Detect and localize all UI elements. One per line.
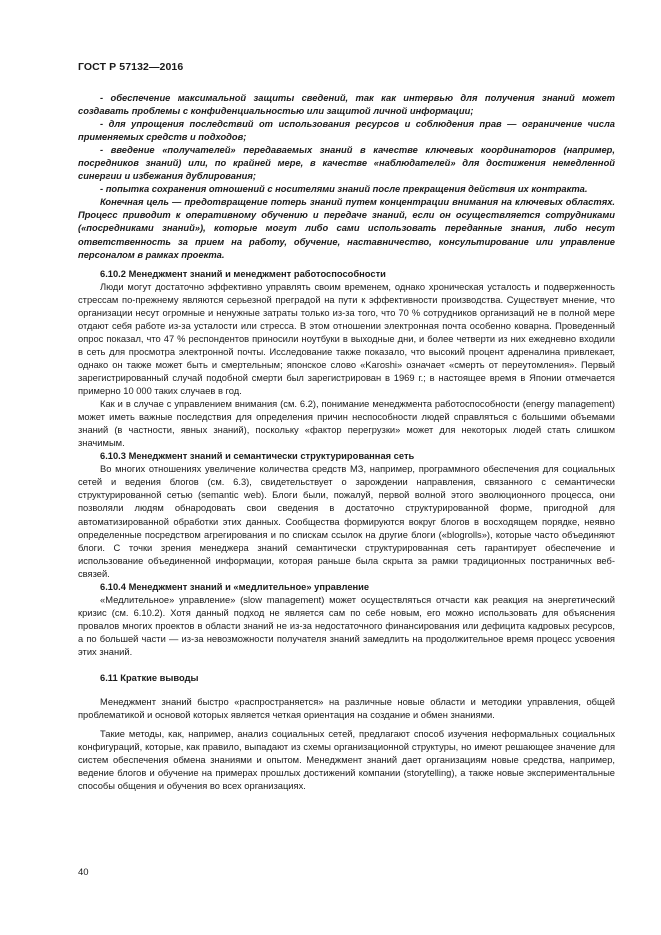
paragraph: Во многих отношениях увеличение количества средств МЗ, например, программного обеспечения для социальных сетей и ведения блогов (см. 6.3), свидетельствует о зарождении направления, связанного с семантически структурированной сетью (semantic web). Блоги были, пожалуй, первой волной этого эволюционного процесса, они позволяли людям обнародовать свои сведения в достаточно структурированной форме, пригодной для автоматизированной обработки этих данных. Сообщества формируются вокруг блогов в восходящем порядке, неявно определенные посредством агрегирования и по спискам ссылок на другие блоги («blogrolls»), которые часто объединяют блоги. С точки зрения менеджера знаний семантически структурированная сеть гарантирует обеспечение и использование объединенной информации, которая раньше была скрыта за рамки традиционных постраничных веб-связей. bbox=[78, 464, 615, 579]
paragraph: Люди могут достаточно эффективно управлять своим временем, однако хроническая усталость и подверженность стрессам по-прежнему являются серьезной преградой на пути к эффективности производства. Существует мнение, что организации несут огромные и ненужные затраты только из-за того, что 70 % сотрудников организаций не в полной мере отдают себя работе из-за усталости или стресса. В этом отношении электронная почта особенно коварна. Проведенный опрос показал, что 47 % респондентов приносили ноутбуки в выходные дни, и более четверти из них ежедневно входили в сеть для просмотра электронной почты. Исследование также показало, что высокий процент адреналина привлекает, однако он также может быть и смертельным; японское слово «Karoshi» означает «смерть от переутомления». Первый зарегистрированный случай подобной смерти был зарегистрирован в 1969 г.; в настоящее время в Японии отмечается примерно 10 000 таких случаев в год. bbox=[78, 281, 615, 397]
section-heading-6-10-4: 6.10.4 Менеджмент знаний и «медлительное» управление bbox=[100, 581, 370, 592]
section-heading-6-10-3: 6.10.3 Менеджмент знаний и семантически структурированная сеть bbox=[100, 451, 415, 462]
final-goal-paragraph: Конечная цель — предотвращение потерь знаний путем концентрации внимания на ключевых областях. Процесс приводит к оперативному обучению и передаче знаний, если он осуществляется сотрудниками («посредниками знаний»), которые могут либо сами использовать переданные знания, либо несут ответственность за прием на работу, обучение, наставничество, консультирование или управление персоналом в рамках проекта. bbox=[78, 197, 615, 260]
paragraph: Как и в случае с управлением внимания (см. 6.2), понимание менеджмента работоспособности (energy management) может иметь важные последствия для определения причин неспособности людей справляться с большими объемами знаний (в частности, явных знаний), поскольку «фактор перегрузки» может для некоторых людей стать слишком значимым. bbox=[78, 399, 615, 449]
paragraph: «Медлительное» управление» (slow management) может осуществляться отчасти как реакция на энергетический кризис (см. 6.10.2). Хотя данный подход не является сам по себе новым, его можно использовать для объяснения провалов многих проектов в области знаний не из-за недостаточного финансирования или дефицита кадровых ресурсов, а по большей части — из-за невозможности получателя знаний замедлить на продолжительное время процесс усвоения этих знаний. bbox=[78, 594, 615, 657]
document-code: ГОСТ Р 57132—2016 bbox=[78, 61, 184, 73]
list-item: - для упрощения последствий от использования ресурсов и соблюдения прав — ограничение числа применяемых средств и подходов; bbox=[78, 119, 615, 143]
page-content bbox=[78, 92, 615, 793]
section-heading-6-10-2: 6.10.2 Менеджмент знаний и менеджмент работоспособности bbox=[100, 268, 386, 279]
list-item: - попытка сохранения отношений с носителями знаний после прекращения действия их контракта. bbox=[100, 184, 588, 195]
paragraph: Менеджмент знаний быстро «распространяется» на различные новые области и методики управления, общей проблематикой и основой которых является четкая ориентация на создание и обмен знаниями. bbox=[78, 697, 615, 721]
list-item: - введение «получателей» передаваемых знаний в качестве ключевых координаторов (например, посредников знаний) или, по крайней мере, в качестве «наблюдателей» для достижения немедленной синергии и избежания дублирования; bbox=[78, 145, 615, 182]
paragraph: Такие методы, как, например, анализ социальных сетей, предлагают способ изучения неформальных социальных конфигураций, которые, как правило, выпадают из схемы организационной структуры, но имеют решающее значение для систем обеспечения обмена знаниями и опытом. Менеджмент знаний дает организациям новые средства, например, ведение блогов и обучение на примерах прошлых достижений компании (storytelling), а также новые экспериментальные способы общения и обучения во всех организациях. bbox=[78, 729, 615, 792]
page-number: 40 bbox=[78, 867, 89, 878]
list-item: - обеспечение максимальной защиты сведений, так как интервью для получения знаний может создавать проблемы с конфиденциальностью или защитой личной информации; bbox=[78, 93, 615, 117]
section-heading-6-11: 6.11 Краткие выводы bbox=[100, 673, 199, 684]
